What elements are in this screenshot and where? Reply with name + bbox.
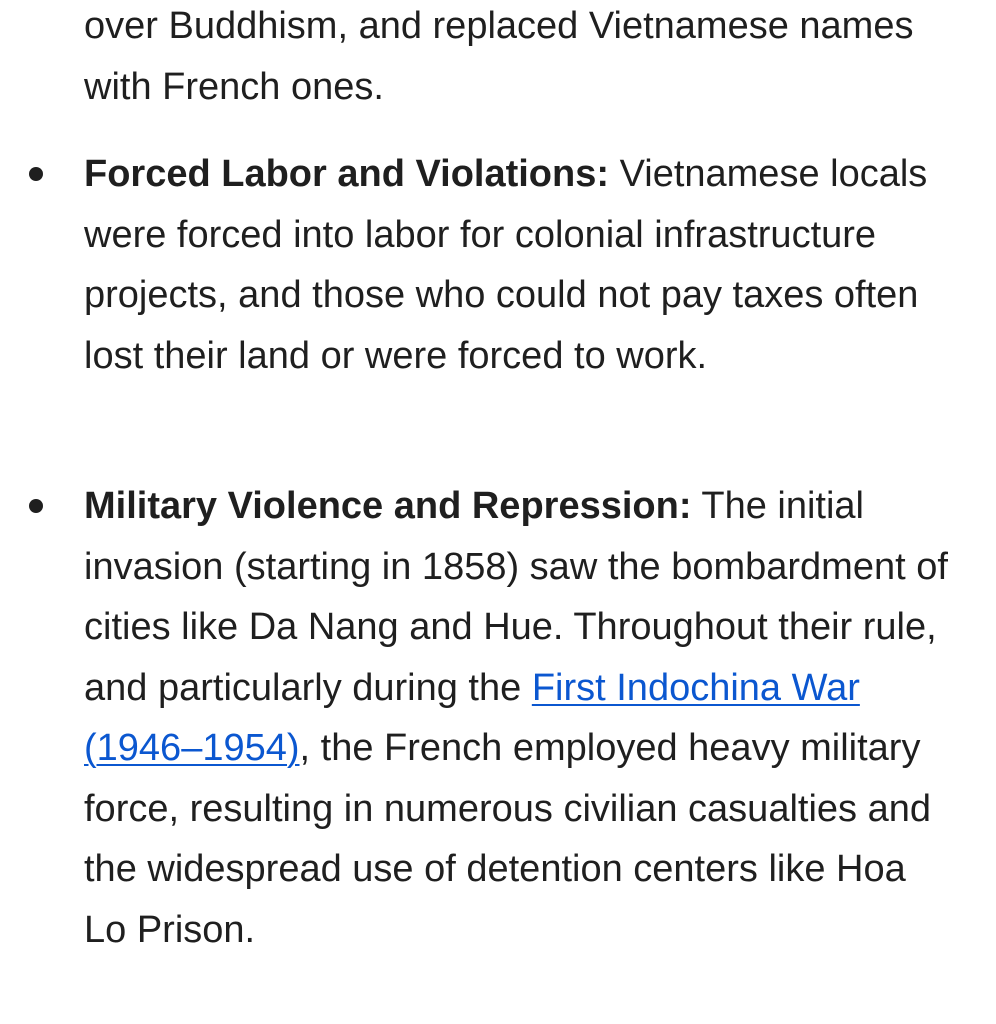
bullet-heading: Military Violence and Repression:	[84, 485, 692, 527]
bullet-heading: Forced Labor and Violations:	[84, 153, 610, 195]
bullet-dot-icon	[29, 499, 43, 513]
bullet-dot-icon	[29, 167, 43, 181]
list-item-military-violence	[84, 476, 956, 960]
continuation-paragraph: over Buddhism, and replaced Vietnamese names with French ones.	[84, 5, 914, 108]
bullet-text: Vietnamese locals were forced into labor for colonial infrastructure projects, and those who could not pay taxes often lost their land or were forced to work.	[84, 153, 928, 377]
bullet-text-after-link: , the French employed heavy military force, resulting in numerous civilian casualties and the widespread use of detention centers like Hoa Lo Prison.	[84, 727, 931, 951]
bullet-text-before-link: The initial invasion (starting in 1858) saw the bombardment of cities like Da Nang and Hue. Throughout their rule, and particularly during the	[84, 485, 948, 709]
first-indochina-war-link[interactable]: First Indochina War (1946–1954)	[84, 666, 860, 769]
list-item-forced-labor	[84, 144, 956, 386]
